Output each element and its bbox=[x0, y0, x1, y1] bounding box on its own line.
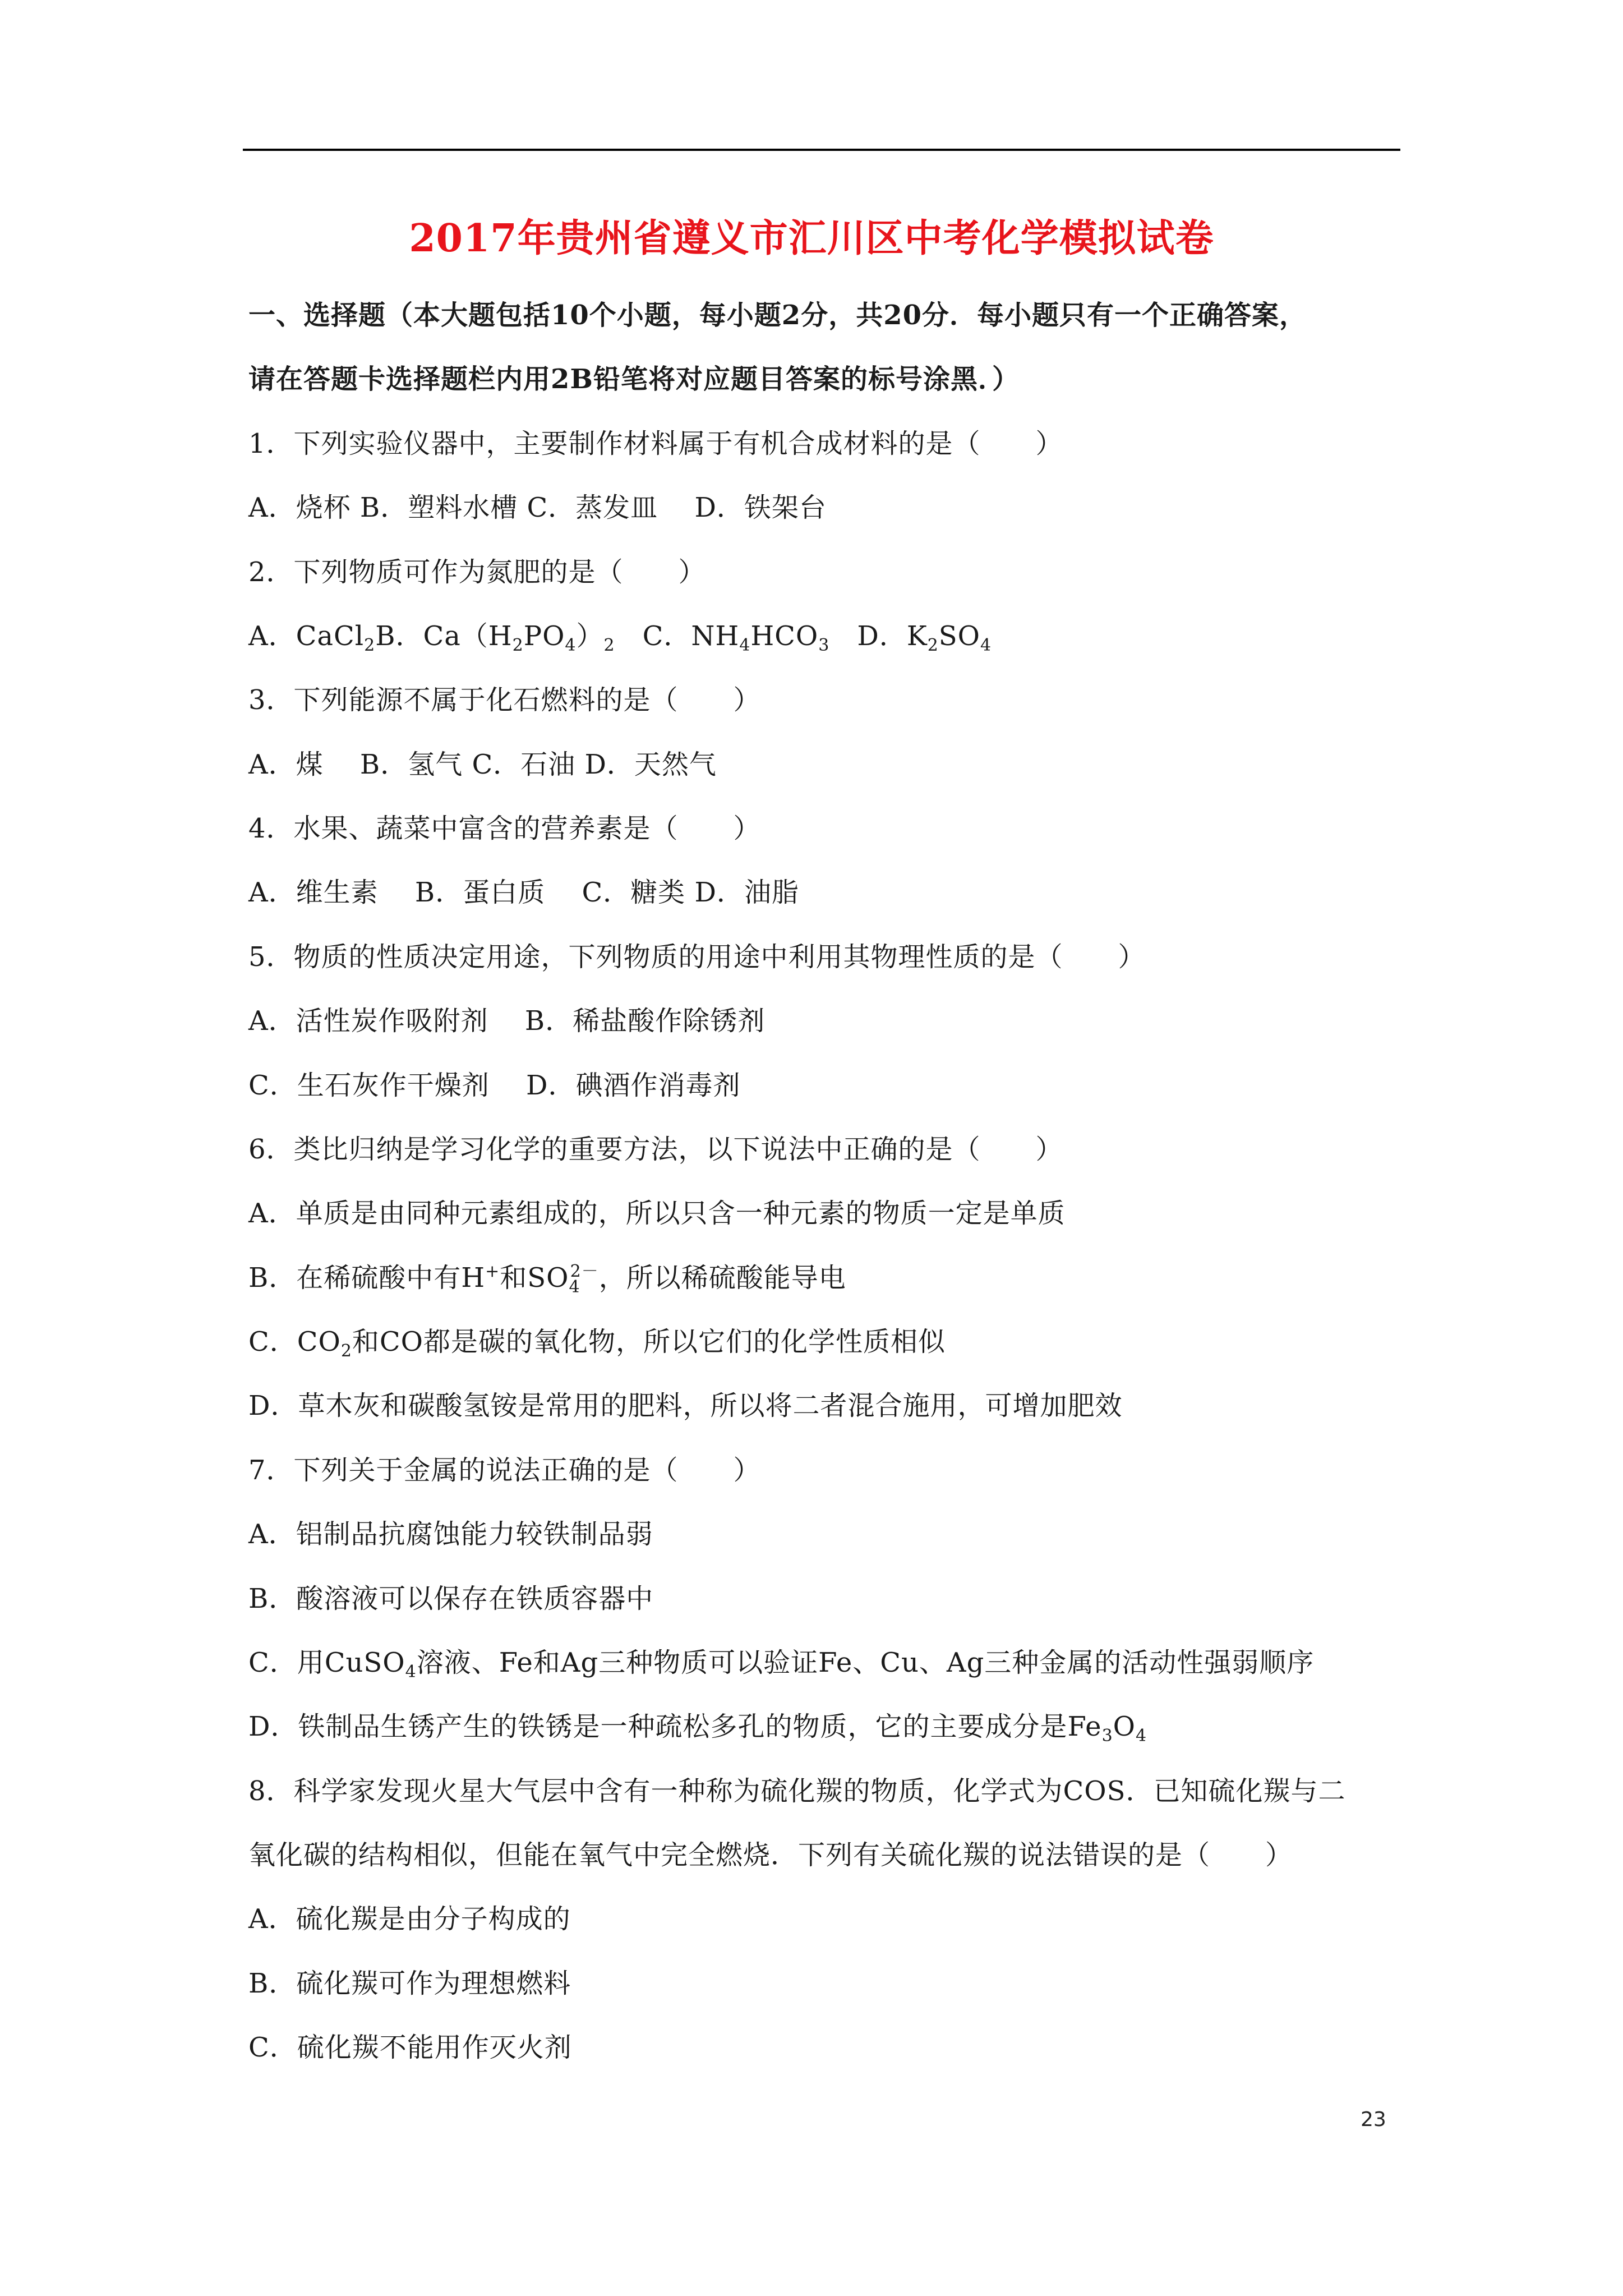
q7-option-d: D．铁制品生锈产生的铁锈是一种疏松多孔的物质，它的主要成分是$Fe_3O_4$ bbox=[248, 1711, 1147, 1746]
q5-options-2: C．生石灰作干燥剂 D．碘酒作消毒剂 bbox=[248, 1070, 741, 1101]
q2-stem: 2．下列物质可作为氮肥的是（ ） bbox=[248, 556, 706, 588]
q7-option-a: A．铝制品抗腐蚀能力较铁制品弱 bbox=[248, 1519, 653, 1550]
q6-stem: 6．类比归纳是学习化学的重要方法，以下说法中正确的是（ ） bbox=[248, 1134, 1063, 1165]
q7-stem: 7．下列关于金属的说法正确的是（ ） bbox=[248, 1455, 761, 1486]
q6-option-b: B．在稀硫酸中有H+和$SO_4^{2-}$，所以稀硫酸能导电 bbox=[248, 1262, 846, 1297]
q8-stem-line-2: 氧化碳的结构相似，但能在氧气中完全燃烧．下列有关硫化羰的说法错误的是（ ） bbox=[248, 1839, 1293, 1871]
q5-stem: 5．物质的性质决定用途，下列物质的用途中利用其物理性质的是（ ） bbox=[248, 941, 1146, 973]
q6-option-d: D．草木灰和碳酸氢铵是常用的肥料，所以将二者混合施用，可增加肥效 bbox=[248, 1390, 1123, 1421]
q7-option-b: B．酸溶液可以保存在铁质容器中 bbox=[248, 1583, 654, 1614]
q1-options: A．烧杯 B．塑料水槽 C．蒸发皿 D．铁架台 bbox=[248, 492, 827, 523]
q8-option-b: B．硫化羰可作为理想燃料 bbox=[248, 1968, 571, 1999]
q5-options-1: A．活性炭作吸附剂 B．稀盐酸作除锈剂 bbox=[248, 1005, 766, 1037]
section-heading-line-1: 一、选择题（本大题包括10个小题，每小题2分，共20分．每小题只有一个正确答案， bbox=[248, 300, 1307, 331]
q4-stem: 4．水果、蔬菜中富含的营养素是（ ） bbox=[248, 813, 761, 844]
q8-option-c: C．硫化羰不能用作灭火剂 bbox=[248, 2032, 572, 2063]
q1-stem: 1．下列实验仪器中，主要制作材料属于有机合成材料的是（ ） bbox=[248, 428, 1063, 459]
q8-stem-line-1: 8．科学家发现火星大气层中含有一种称为硫化羰的物质，化学式为COS．已知硫化羰与二 bbox=[248, 1775, 1346, 1807]
section-heading-line-2: 请在答题卡选择题栏内用2B铅笔将对应题目答案的标号涂黑．） bbox=[248, 364, 1020, 395]
q2-options: A．CaCl$_2$B．$Ca(H_2PO_4)_2$ C．$NH_4HCO_3$ D．$K_2SO_4$ bbox=[248, 620, 992, 655]
page-number: 23 bbox=[1361, 2108, 1386, 2131]
page-title: 2017年贵州省遵义市汇川区中考化学模拟试卷 bbox=[409, 216, 1214, 261]
q3-stem: 3．下列能源不属于化石燃料的是（ ） bbox=[248, 684, 761, 716]
q6-option-a: A．单质是由同种元素组成的，所以只含一种元素的物质一定是单质 bbox=[248, 1198, 1066, 1229]
header-rule bbox=[243, 149, 1400, 151]
q4-options: A．维生素 B．蛋白质 C．糖类 D．油脂 bbox=[248, 877, 799, 908]
q8-option-a: A．硫化羰是由分子构成的 bbox=[248, 1903, 571, 1935]
q6-option-c: C．$CO_2$和CO都是碳的氧化物，所以它们的化学性质相似 bbox=[248, 1326, 946, 1361]
q3-options: A．煤 B．氢气 C．石油 D．天然气 bbox=[248, 749, 717, 780]
q7-option-c: C．用CuSO$_4$溶液、Fe和Ag三种物质可以验证Fe、Cu、Ag三种金属的活动性强弱顺序 bbox=[248, 1647, 1315, 1682]
